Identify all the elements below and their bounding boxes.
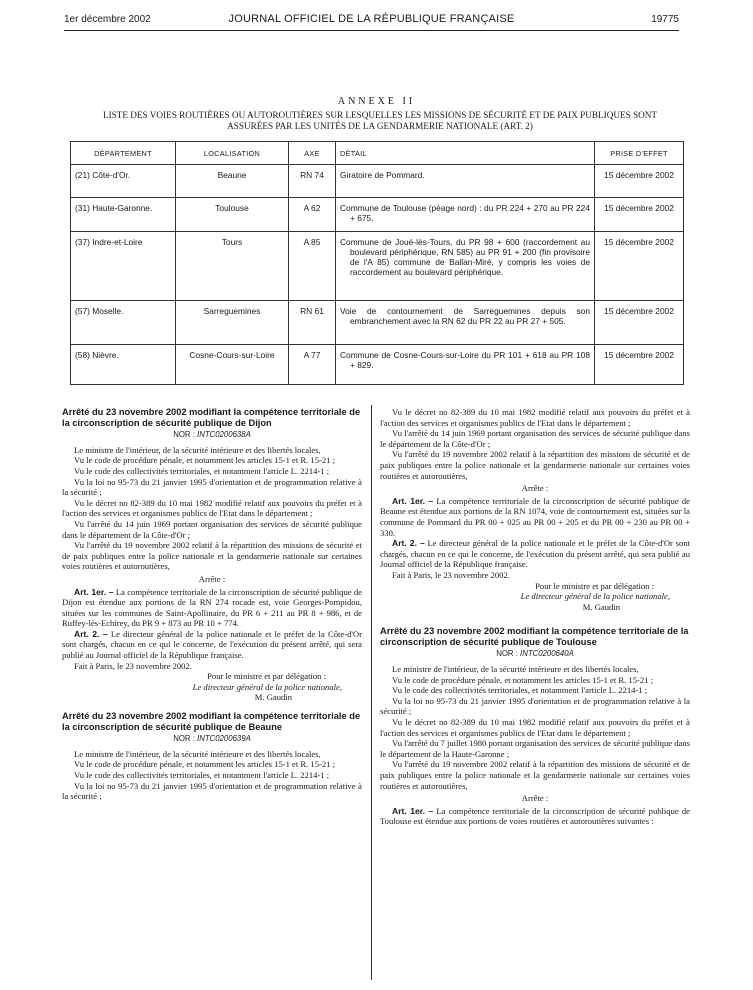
detail-text: Commune de Joué-lès-Tours, du PR 98 + 600 (raccordement au boulevard périphérique, RN 585) au PR 91 + 200 (fin provisoire de l'A 85) commune de Ballan-Miré, y compris les voies de raccordement au boulevard périphérique. xyxy=(340,237,590,277)
signature-line-1: Pour le ministre et par délégation : xyxy=(207,671,326,682)
cell-localisation: Cosne-Cours-sur-Loire xyxy=(176,345,289,385)
paragraph: Vu l'arrêté du 19 novembre 2002 relatif à la répartition des missions de sécurité et de paix publiques entre la police nationale et la gendarmerie nationale sur certaines voies routières et autoroutières, xyxy=(380,449,690,481)
page-header xyxy=(64,14,679,28)
cell-departement: (58) Nièvre. xyxy=(71,345,176,385)
paragraph: Vu le décret no 82-389 du 10 mai 1982 modifié relatif aux pouvoirs du préfet et à l'action des services et organismes publics de l'Etat dans le département ; xyxy=(380,717,690,738)
paragraph: Le ministre de l'intérieur, de la sécurité intérieure et des libertés locales, xyxy=(74,444,321,455)
col-header-axe: AXE xyxy=(289,142,336,165)
cell-localisation: Tours xyxy=(176,232,289,301)
col-header-prise-effet: PRISE D'EFFET xyxy=(595,142,684,165)
col-header-detail: DÉTAIL xyxy=(336,142,595,165)
arrete-heading: Arrête : xyxy=(521,483,549,494)
nor-code: INTC0200640A xyxy=(520,649,574,659)
annexe-subtitle: LISTE DES VOIES ROUTIÈRES OU AUTOROUTIÈRES SUR LESQUELLES LES MISSIONS DE SÉCURITÉ ET DE PAIX PUBLIQUES SONT ASSURÉES PAR LES UNITÉS DE LA GENDARMERIE NATIONALE (ART. 2) xyxy=(103,110,657,131)
spacer xyxy=(62,703,362,711)
paragraph: Vu le code des collectivités territoriales, et notamment l'article L. 2214-1 ; xyxy=(392,685,648,696)
article-label: Art. 1er. – xyxy=(392,495,434,506)
article-text: Le directeur général de la police nationale et le préfet de la Côte-d'Or sont chargés, chacun en ce qui le concerne, de l'exécution du présent arrêté, qui sera publié au Journal officiel de la République française. xyxy=(380,538,690,570)
cell-axe: RN 61 xyxy=(289,301,336,345)
cell-localisation: Toulouse xyxy=(176,198,289,232)
cell-departement: (57) Moselle. xyxy=(71,301,176,345)
cell-detail xyxy=(336,165,595,198)
article-label: Art. 1er. – xyxy=(74,586,114,597)
annexe-table xyxy=(70,141,684,385)
arrete-toulouse-nor xyxy=(380,649,690,660)
cell-detail xyxy=(336,345,595,385)
paragraph: Vu le code de procédure pénale, et notamment les articles 15-1 et R. 15-21 ; xyxy=(392,674,654,685)
column-divider xyxy=(371,405,372,980)
article-text: La compétence territoriale de la circonscription de sécurité publique de Beaune est étendue aux portions de la RN 1074, voie de contournement est, situées sur la commune de Pommard du PR 00 + 025 au PR 00 + 205 et du PR 00 + 230 au PR 00 + 330. xyxy=(380,495,690,538)
arrete-beaune-nor xyxy=(62,734,362,745)
paragraph: Vu le code de procédure pénale, et notamment les articles 15-1 et R. 15-21 ; xyxy=(74,759,336,770)
article-label: Art. 2. – xyxy=(74,628,108,639)
signature-line-2: Le directeur général de la police nationale, xyxy=(192,681,342,692)
cell-departement: (37) Indre-et-Loire xyxy=(71,232,176,301)
table-row xyxy=(71,345,684,385)
left-column xyxy=(62,407,362,802)
paragraph: Vu l'arrêté du 7 juillet 1980 portant organisation des services de sécurité publique dans le département de la Haute-Garonne ; xyxy=(380,738,690,759)
paragraph: Vu l'arrêté du 14 juin 1969 portant organisation des services de sécurité publique dans le département de la Côte-d'Or ; xyxy=(62,518,362,540)
header-page-number: 19775 xyxy=(651,14,679,25)
paragraph: Le ministre de l'intérieur, de la sécurité intérieure et des libertés locales, xyxy=(392,664,639,675)
detail-text: Voie de contournement de Sarreguemines depuis son embranchement avec la RN 62 du PR 22 au PR 27 + 505. xyxy=(340,306,590,326)
signature-line-2: Le directeur général de la police nationale, xyxy=(520,591,670,602)
arrete-heading: Arrête : xyxy=(521,793,549,804)
cell-detail xyxy=(336,198,595,232)
detail-text: Commune de Toulouse (péage nord) : du PR 224 + 270 au PR 224 + 675. xyxy=(340,203,590,223)
paragraph: Vu le décret no 82-389 du 10 mai 1982 modifié relatif aux pouvoirs du préfet et à l'action des services et organismes publics de l'Etat dans le département ; xyxy=(380,407,690,428)
cell-axe: A 77 xyxy=(289,345,336,385)
detail-text: Commune de Cosne-Cours-sur-Loire du PR 101 + 618 au PR 108 + 829. xyxy=(340,350,590,370)
table-row xyxy=(71,165,684,198)
table-row xyxy=(71,198,684,232)
article-1 xyxy=(380,496,690,538)
cell-prise-effet: 15 décembre 2002 xyxy=(595,345,684,385)
cell-axe: A 62 xyxy=(289,198,336,232)
paragraph: Vu la loi no 95-73 du 21 janvier 1995 d'orientation et de programmation relative à la sécurité ; xyxy=(62,780,362,802)
arrete-dijon-title: Arrêté du 23 novembre 2002 modifiant la compétence territoriale de la circonscription de sécurité publique de Dijon xyxy=(62,407,361,428)
paragraph: Vu le code des collectivités territoriales, et notamment l'article L. 2214-1 ; xyxy=(74,465,330,476)
signature-name: M. Gaudin xyxy=(254,692,292,703)
arrete-heading: Arrête : xyxy=(198,573,226,584)
article-1 xyxy=(62,587,362,629)
cell-departement: (31) Haute-Garonne. xyxy=(71,198,176,232)
fait-a-paris: Fait à Paris, le 23 novembre 2002. xyxy=(392,569,510,580)
paragraph: Vu la loi no 95-73 du 21 janvier 1995 d'orientation et de programmation relative à la sécurité ; xyxy=(62,476,362,498)
article-1 xyxy=(380,806,690,827)
cell-prise-effet: 15 décembre 2002 xyxy=(595,232,684,301)
paragraph: Vu l'arrêté du 14 juin 1969 portant organisation des services de sécurité publique dans le département de la Côte-d'Or ; xyxy=(380,428,690,449)
paragraph: Vu le code des collectivités territoriales, et notamment l'article L. 2214-1 ; xyxy=(74,770,330,780)
spacer xyxy=(380,612,690,626)
arrete-beaune-title: Arrêté du 23 novembre 2002 modifiant la compétence territoriale de la circonscription de sécurité publique de Beaune xyxy=(62,711,361,732)
cell-detail xyxy=(336,301,595,345)
cell-localisation: Sarreguemines xyxy=(176,301,289,345)
nor-code: INTC0200638A xyxy=(197,430,251,440)
table-header-row xyxy=(71,142,684,165)
paragraph: Vu la loi no 95-73 du 21 janvier 1995 d'orientation et de programmation relative à la sécurité ; xyxy=(380,695,690,717)
cell-departement: (21) Côte-d'Or. xyxy=(71,165,176,198)
header-rule xyxy=(64,30,679,31)
article-label: Art. 2. – xyxy=(392,538,425,549)
signature-name: M. Gaudin xyxy=(582,601,620,612)
article-text: La compétence territoriale de la circonscription de sécurité publique de Dijon est étendue aux portions de la RN 274 rocade est, voie Georges-Pompidou, situées sur les communes de Saint-Apollinaire, du PR 6 + 211 au PR 8 + 986, et de Ruffey-lès-Echirey, du PR 9 + 873 au PR 10 + 774. xyxy=(62,586,362,629)
cell-detail xyxy=(336,232,595,301)
nor-label: NOR : xyxy=(173,734,198,744)
article-label: Art. 1er. – xyxy=(392,805,434,816)
signature-line-1: Pour le ministre et par délégation : xyxy=(535,580,654,591)
table-row xyxy=(71,301,684,345)
paragraph: Vu l'arrêté du 19 novembre 2002 relatif à la répartition des missions de sécurité et de paix publiques entre la police nationale et la gendarmerie nationale sur certaines voies routières et autoroutières, xyxy=(62,540,362,572)
article-2 xyxy=(380,538,690,570)
cell-prise-effet: 15 décembre 2002 xyxy=(595,198,684,232)
detail-text: Giratoire de Pommard. xyxy=(340,170,425,180)
cell-localisation: Beaune xyxy=(176,165,289,198)
paragraph: Vu le code de procédure pénale, et notamment les articles 15-1 et R. 15-21 ; xyxy=(74,455,336,466)
arrete-dijon-nor xyxy=(62,430,362,441)
fait-a-paris: Fait à Paris, le 23 novembre 2002. xyxy=(74,660,192,671)
cell-axe: RN 74 xyxy=(289,165,336,198)
cell-prise-effet: 15 décembre 2002 xyxy=(595,165,684,198)
table-row xyxy=(71,232,684,301)
cell-axe: A 85 xyxy=(289,232,336,301)
article-text: Le directeur général de la police nationale et le préfet de la Côte-d'Or sont chargés, chacun en ce qui le concerne, de l'exécution du présent arrêté, qui sera publié au Journal officiel de la République française. xyxy=(62,628,362,661)
nor-label: NOR : xyxy=(496,649,521,659)
arrete-toulouse-title: Arrêté du 23 novembre 2002 modifiant la compétence territoriale de la circonscription de sécurité publique de Toulouse xyxy=(380,626,689,647)
article-2 xyxy=(62,629,362,661)
annexe-title: ANNEXE II xyxy=(337,96,416,107)
paragraph: Vu l'arrêté du 19 novembre 2002 relatif à la répartition des missions de sécurité et de paix publiques entre la police nationale et la gendarmerie nationale sur certaines voies routières et autoroutières, xyxy=(380,759,690,791)
col-header-localisation: LOCALISATION xyxy=(176,142,289,165)
nor-label: NOR : xyxy=(173,430,198,440)
paragraph: Vu le décret no 82-389 du 10 mai 1982 modifié relatif aux pouvoirs du préfet et à l'action des services et organismes publics de l'Etat dans le département ; xyxy=(62,497,362,519)
col-header-departement: DÉPARTEMENT xyxy=(71,142,176,165)
paragraph: Le ministre de l'intérieur, de la sécurité intérieure et des libertés locales, xyxy=(74,748,321,759)
cell-prise-effet: 15 décembre 2002 xyxy=(595,301,684,345)
right-column xyxy=(380,407,690,827)
article-text: La compétence territoriale de la circonscription de sécurité publique de Toulouse est étendue aux portions de voies routières et autoroutières suivantes : xyxy=(380,805,690,827)
header-date: 1er décembre 2002 xyxy=(64,14,151,25)
nor-code: INTC0200639A xyxy=(197,734,251,744)
header-journal-title: JOURNAL OFFICIEL DE LA RÉPUBLIQUE FRANÇAISE xyxy=(228,13,515,25)
